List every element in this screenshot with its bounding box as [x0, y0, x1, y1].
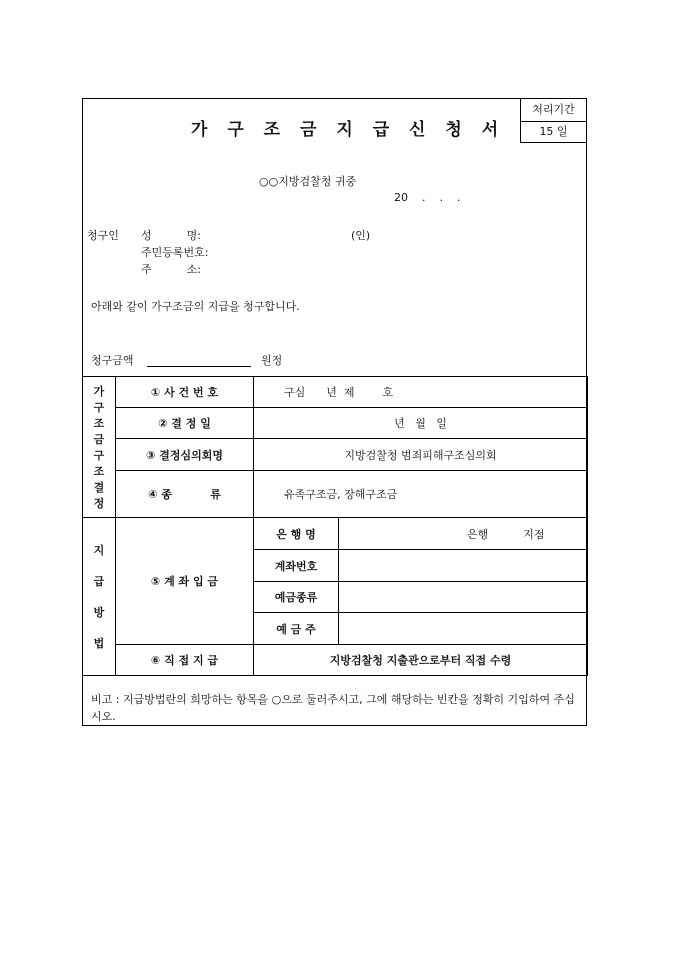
claimant-label: 청구인 — [87, 229, 119, 242]
claim-amount-input-line[interactable] — [147, 366, 251, 367]
bank-name-label: 은 행 명 — [254, 518, 339, 550]
name-field-label[interactable]: 성 명: — [141, 229, 201, 242]
case-number-label: ① 사 건 번 호 — [116, 377, 254, 408]
aid-type-label: ④ 종 류 — [116, 471, 254, 518]
processing-period-box — [520, 98, 587, 143]
section-label-char: 법 — [93, 636, 105, 650]
claim-amount-label: 청구금액 — [91, 354, 134, 367]
bank-name-value[interactable]: 은행 지점 — [339, 518, 588, 550]
account-deposit-label[interactable]: ⑤ 계 좌 입 금 — [116, 518, 254, 645]
section-label-char: 정 — [93, 496, 105, 510]
remarks-text: 지급방법란의 희망하는 항목을 ○으로 둘러주시고, 그에 해당하는 빈칸을 정확히 기입하여 주십시오. — [91, 693, 575, 723]
account-holder-label: 예 금 주 — [254, 613, 339, 645]
application-form — [82, 98, 587, 726]
section-label-char: 금 — [93, 432, 105, 446]
deposit-type-label: 예금종류 — [254, 582, 339, 613]
address-field-label[interactable]: 주 소: — [141, 263, 201, 276]
case-number-value[interactable]: 구심 년 제 호 — [254, 377, 588, 408]
section-label-char: 지 — [93, 543, 105, 557]
section-label-payment — [83, 518, 116, 676]
decision-date-label: ② 결 정 일 — [116, 408, 254, 439]
section-label-char: 구 — [93, 448, 105, 462]
account-number-label: 계좌번호 — [254, 550, 339, 582]
section-label-char: 조 — [93, 416, 105, 430]
details-table — [82, 376, 588, 676]
section-label-decision — [83, 377, 116, 518]
account-number-value[interactable] — [339, 550, 588, 582]
committee-name-label: ③ 결정심의회명 — [116, 439, 254, 471]
seal-mark: (인) — [351, 229, 371, 242]
aid-type-value[interactable]: 유족구조금, 장해구조금 — [254, 471, 588, 518]
form-title: 가 구 조 금 지 급 신 청 서 — [191, 120, 506, 140]
account-holder-value[interactable] — [339, 613, 588, 645]
section-label-char: 구 — [93, 400, 105, 414]
processing-period-label: 처리기간 — [521, 99, 586, 122]
remarks-note — [91, 691, 581, 725]
date-line: 20 . . . — [394, 191, 461, 204]
claim-amount-suffix: 원정 — [261, 354, 283, 367]
section-label-char: 조 — [93, 464, 105, 478]
request-sentence: 아래와 같이 가구조금의 지급을 청구합니다. — [91, 300, 300, 313]
section-label-char: 급 — [93, 574, 105, 588]
committee-name-value[interactable]: 지방검찰청 범죄피해구조심의회 — [254, 439, 588, 471]
direct-payment-label[interactable]: ⑥ 직 접 지 급 — [116, 645, 254, 676]
section-label-char: 결 — [93, 480, 105, 494]
remarks-prefix: 비고 : — [91, 693, 120, 706]
id-number-field-label[interactable]: 주민등록번호: — [141, 246, 209, 259]
section-label-char: 가 — [93, 384, 105, 398]
direct-payment-value: 지방검찰청 지출관으로부터 직접 수령 — [254, 645, 588, 676]
deposit-type-value[interactable] — [339, 582, 588, 613]
decision-date-value[interactable]: 년 월 일 — [254, 408, 588, 439]
addressee-line: ○○지방검찰청 귀중 — [259, 175, 357, 188]
section-label-char: 방 — [93, 605, 105, 619]
processing-period-value: 15 일 — [539, 125, 568, 138]
